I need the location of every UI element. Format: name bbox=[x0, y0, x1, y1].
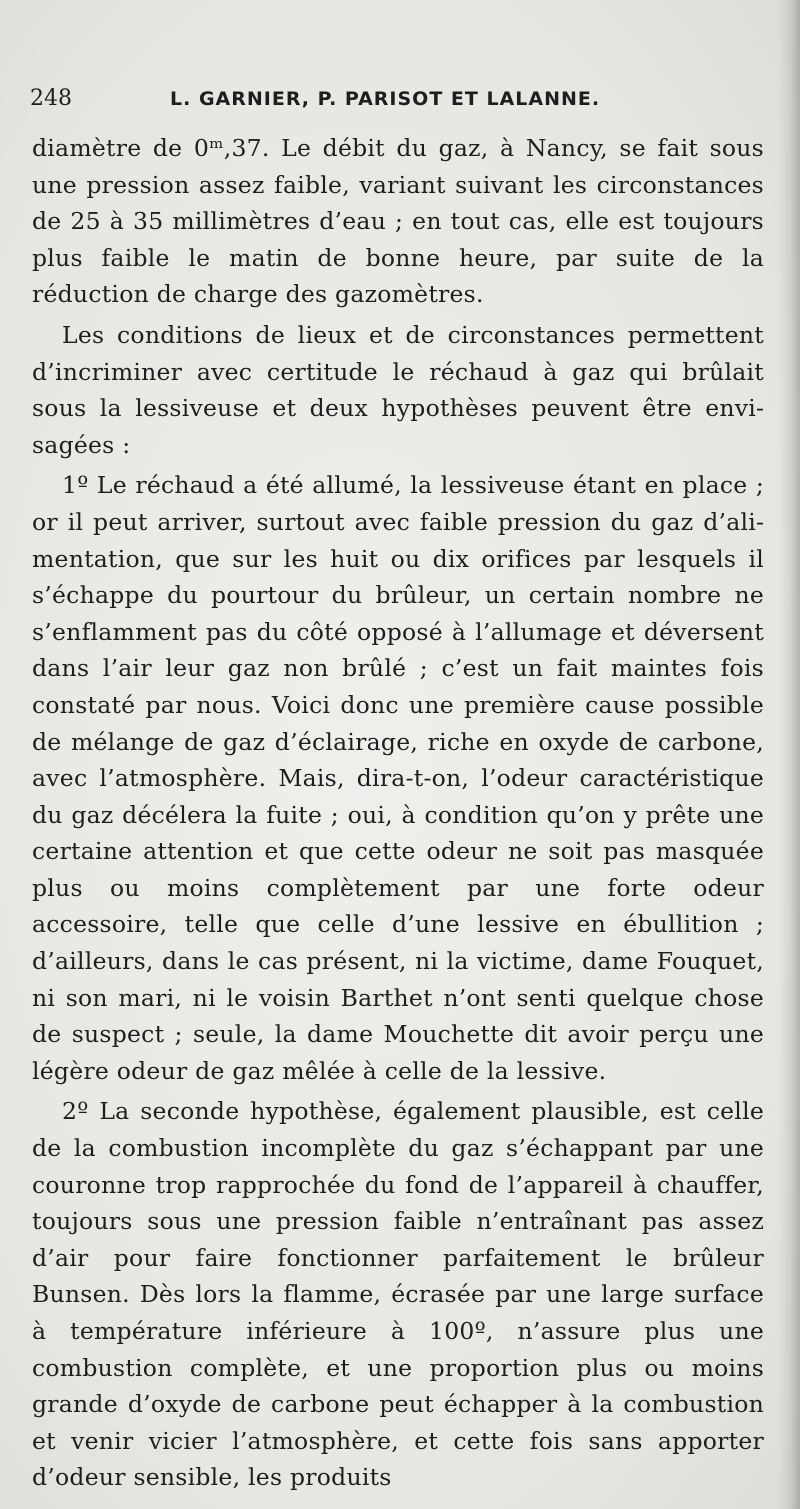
paragraph-conditions: Les conditions de lieux et de circonstances permettent d’incriminer avec certitude le réchaud à gaz qui brûlait sous la lessiveuse et deux hypothèses peuvent être envisagées : bbox=[32, 320, 764, 459]
page-number: 248 bbox=[30, 86, 72, 111]
paragraph-hypothesis-2: 2º La seconde hypothèse, également plausible, est celle de la combustion incomplète du gaz s’échappant par une couronne trop rapprochée du fond de l’appareil à chauffer, toujours sous une pression faible n’entraînant pas assez d’air pour faire fonctionner parfaitement le brûleur Bunsen. Dès lors la flamme, écrasée par une large surface à température inférieure à 100º, n’assure plus une combustion complète, et une proportion plus ou moins grande d’oxyde de carbone peut échapper à la combustion et venir vicier l’atmosphère, et cette fois sans apporter d’odeur sensible, les produits bbox=[32, 1097, 764, 1492]
running-head: L. GARNIER, P. PARISOT ET LALANNE. bbox=[170, 88, 601, 110]
body-text bbox=[32, 130, 764, 1496]
page-header bbox=[30, 86, 750, 118]
paragraph-hypothesis-1: 1º Le réchaud a été allumé, la lessiveuse étant en place ; or il peut arriver, surtout avec faible pression du gaz d’alimentation, que sur les huit ou dix orifices par lesquels il s’échappe du pourtour du brûleur, un certain nombre ne s’enflamment pas du côté opposé à l’allumage et déversent dans l’air leur gaz non brûlé ; c’est un fait maintes fois constaté par nous. Voici donc une première cause possible de mélange de gaz d’éclairage, riche en oxyde de carbone, avec l’atmosphère. Mais, dira-t-on, l’odeur caractéristique du gaz décélera la fuite ; oui, à condition qu’on y prête une certaine attention et que cette odeur ne soit pas masquée plus ou moins complètement par une forte odeur accessoire, telle que celle d’une lessive en ébullition ; d’ailleurs, dans le cas présent, ni la victime, dame Fouquet, ni son mari, ni le voisin Barthet n’ont senti quelque chose de suspect ; seule, la dame Mouchette dit avoir perçu une légère odeur de gaz mêlée à celle de la lessive. bbox=[32, 471, 764, 1085]
page-edge-shadow bbox=[778, 0, 800, 1509]
paragraph-continuation: diamètre de 0ᵐ,37. Le débit du gaz, à Nancy, se fait sous une pression assez faible, variant suivant les circonstances de 25 à 35 millimètres d’eau ; en tout cas, elle est toujours plus faible le matin de bonne heure, par suite de la réduction de charge des gazomètres. bbox=[32, 134, 764, 309]
